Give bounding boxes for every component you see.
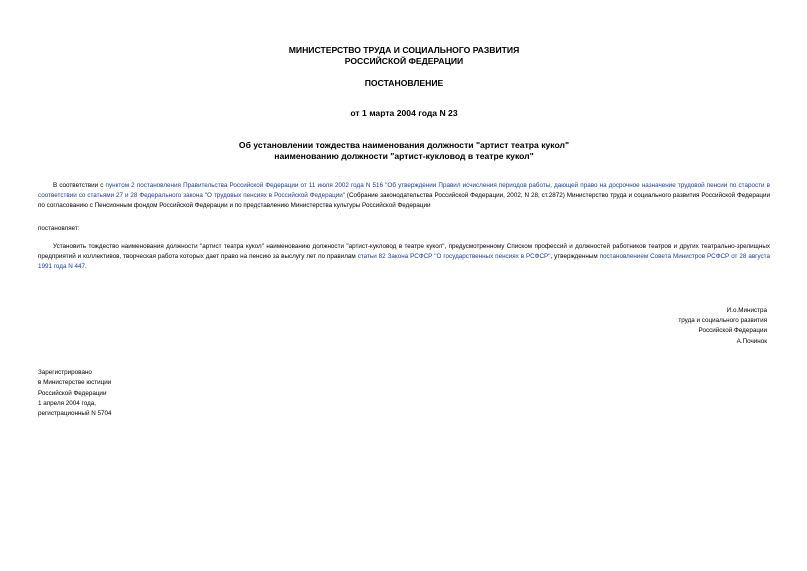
paragraph-establish-text-1: Установить тождество наименования должности "артист театра кукол" наименованию должности "артист-кукловод в театре кукол", предусмотренному Списком профессий и должностей работников театров и других театрально-зрелищных предприятий и коллективов, творческая работа которых дает право на пенсию за выслугу лет по правилам [38,243,770,261]
link-law-article-82[interactable]: статьи 82 Закона РСФСР "О государственных пенсиях в РСФСР" [357,253,551,261]
document-title [38,140,770,162]
paragraph-establish-text-2: , утвержденным [550,253,600,261]
registration-line-1: Зарегистрировано [38,369,92,376]
registration-line-4: 1 апреля 2004 года, [38,399,96,407]
registration-line-2: в Министерстве юстиции [38,379,112,387]
document-type: ПОСТАНОВЛЕНИЕ [364,78,444,88]
paragraph-basis-text-2: (Собрание законодательства Российской Федерации, 2002, N 28, ст.2872) Министерство труда и социального развития Российской Федерации по согласованию с Пенсионным фондом Российской Федерации и по представлению Министерства культуры Российской Федерации [38,192,770,210]
paragraph-establish [38,242,770,273]
registration-line-3: Российской Федерации [38,389,107,397]
paragraph-basis-text-1: В соответствии с [53,182,106,189]
signature-line-3: Российской Федерации [698,327,767,335]
ministry-line-1: МИНИСТЕРСТВО ТРУДА И СОЦИАЛЬНОГО РАЗВИТИЯ [288,45,520,55]
paragraph-establish-text-3: . [85,263,87,271]
registration-line-5: регистрационный N 5704 [38,410,112,418]
document-date-number: от 1 марта 2004 года N 23 [350,108,458,118]
paragraph-basis [38,181,770,212]
link-government-decree[interactable]: пунктом 2 постановления Правительства Российской Федерации от 11 июля 2002 года N 516 "Об утверждении Правил исчисления периодов работы, дающей право на досрочное назначение трудовой пенсии по старости в соответствии со статьями 27 и 28 Федерального закона "О трудовых пенсиях в Российской Федерации" [38,182,771,200]
signature-line-4: А.Починок [736,337,767,345]
ministry-header [38,45,770,67]
title-line-2: наименованию должности "артист-кукловод в театре кукол" [274,151,534,161]
ministry-line-2: РОССИЙСКОЙ ФЕДЕРАЦИИ [344,56,464,66]
signature-line-2: труда и социального развития [678,317,767,325]
registration-block [38,368,238,419]
paragraph-resolves: постановляет: [38,225,80,232]
signature-block [567,306,767,347]
title-line-1: Об установлении тождества наименования должности "артист театра кукол" [238,140,570,150]
link-council-decree-447[interactable]: постановлением Совета Министров РСФСР от 28 августа 1991 года N 447 [38,253,771,271]
signature-line-1: И.о.Министра [726,307,767,314]
